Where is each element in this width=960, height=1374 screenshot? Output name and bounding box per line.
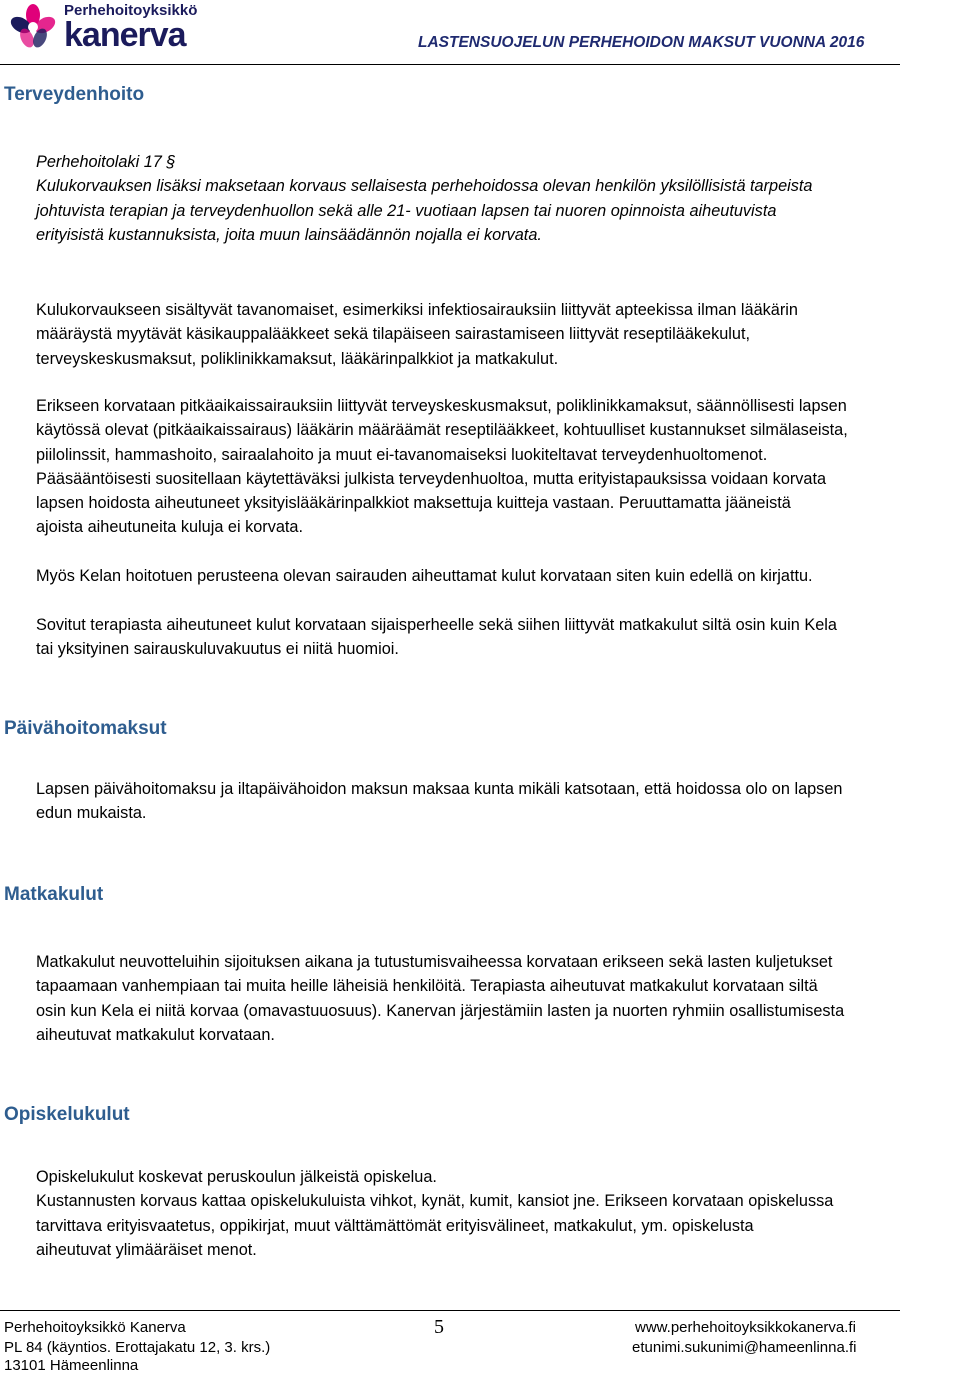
- footer-divider: [0, 1310, 900, 1311]
- page-number: 5: [434, 1316, 444, 1338]
- paragraph-kela: [36, 564, 956, 588]
- text-line: Myös Kelan hoitotuen perusteena olevan sairauden aiheuttamat kulut korvataan siten kuin edellä on kirjattu.: [36, 567, 813, 585]
- footer-org: Perhehoitoyksikkö Kanerva: [4, 1319, 186, 1336]
- footer-postal: 13101 Hämeenlinna: [4, 1357, 139, 1374]
- heading-opiskelukulut: Opiskelukulut: [4, 1104, 130, 1125]
- heading-paivahoitomaksut: Päivähoitomaksut: [4, 718, 167, 739]
- text-line: Erikseen korvataan pitkäaikaissairauksiin liittyvät terveyskeskusmaksut, poliklinikkamaksut, säännöllisesti lapsen: [36, 397, 847, 415]
- logo: [8, 2, 208, 54]
- logo-big-text: kanerva: [64, 16, 186, 54]
- text-line: Pääsääntöisesti suositellaan käytettäväksi julkista terveydenhuoltoa, mutta erityistapauksissa voidaan korvata: [36, 469, 827, 488]
- logo-flower-icon: [8, 3, 58, 49]
- text-line: Lapsen päivähoitomaksu ja iltapäivähoidon maksun maksaa kunta mikäli katsotaan, että hoidossa olo on lapsen: [36, 780, 843, 798]
- law-line: Kulukorvauksen lisäksi maksetaan korvaus sellaisesta perhehoidossa olevan henkilön yksilöllisistä tarpeista: [36, 177, 813, 196]
- text-line: piilolinssit, hammashoito, sairaalahoito ja muut ei-tavanomaiseksi luokiteltavat terveydenhuoltomenot.: [36, 445, 768, 464]
- logo-small-text: Perhehoitoyksikkö: [64, 2, 198, 19]
- law-paragraph: [36, 150, 956, 247]
- text-line: tarvittava erityisvaatetus, oppikirjat, muut välttämättömät erityisvälineet, matkakulut, ym. opiskelusta: [36, 1216, 754, 1235]
- law-line: erityisistä kustannuksista, joita muun lainsäädännön nojalla ei korvata.: [36, 225, 542, 244]
- paragraph-opiskelukulut: [36, 1165, 956, 1262]
- footer-website[interactable]: www.perhehoitoyksikkokanerva.fi: [635, 1319, 856, 1336]
- footer-email[interactable]: etunimi.sukunimi@hameenlinna.fi: [632, 1339, 857, 1356]
- paragraph-paivahoito: [36, 777, 956, 826]
- text-line: lapsen hoidosta aiheutuneet yksityislääkärinpalkkiot maksettuja kuitteja vastaan. Peruuttamatta jääneistä: [36, 494, 791, 513]
- text-line: Matkakulut neuvotteluihin sijoituksen aikana ja tutustumisvaiheessa korvataan erikseen sekä lasten kuljetukset: [36, 953, 833, 971]
- text-line: määräystä myytävät käsikauppalääkkeet sekä tilapäiseen sairastamiseen liittyvät reseptilääkekulut,: [36, 325, 751, 344]
- text-line: terveyskeskusmaksut, poliklinikkamaksut, lääkärinpalkkiot ja matkakulut.: [36, 349, 559, 368]
- law-line: johtuvista terapian ja terveydenhuollon sekä alle 21- vuotiaan lapsen tai nuoren opinnoista aiheutuvista: [36, 201, 777, 220]
- paragraph-erikseen: [36, 394, 956, 540]
- text-line: käytössä olevat (pitkäaikaissairaus) lääkärin määräämät reseptilääkkeet, kohtuulliset kustannukset silmälaseista,: [36, 421, 848, 440]
- paragraph-matkakulut: [36, 950, 956, 1047]
- heading-terveydenhoito: Terveydenhoito: [4, 84, 145, 105]
- law-title: Perhehoitolaki 17 §: [36, 153, 176, 171]
- text-line: tapaamaan vanhempiaan tai muita heille läheisiä henkilöitä. Terapiasta aiheutuvat matkakulut korvataan siltä: [36, 977, 818, 996]
- header-divider: [0, 64, 900, 65]
- text-line: tai yksityinen sairauskuluvakuutus ei niitä huomioi.: [36, 640, 399, 659]
- text-line: ajoista aiheutuneita kuluja ei korvata.: [36, 518, 304, 537]
- text-line: osin kun Kela ei niitä korvaa (omavastuuosuus). Kanervan järjestämiin lasten ja nuorten ryhmiin osallistumisesta: [36, 1001, 845, 1020]
- heading-matkakulut: Matkakulut: [4, 884, 104, 905]
- text-line: Opiskelukulut koskevat peruskoulun jälkeistä opiskelua.: [36, 1168, 437, 1186]
- text-line: Kustannusten korvaus kattaa opiskelukuluista vihkot, kynät, kumit, kansiot jne. Erikseen korvataan opiskelussa: [36, 1192, 834, 1211]
- text-line: edun mukaista.: [36, 804, 147, 823]
- text-line: Sovitut terapiasta aiheutuneet kulut korvataan sijaisperheelle sekä siihen liittyvät matkakulut siltä osin kuin Kela: [36, 616, 837, 634]
- text-line: Kulukorvaukseen sisältyvät tavanomaiset, esimerkiksi infektiosairauksiin liittyvät apteekissa ilman lääkärin: [36, 301, 798, 319]
- page-header-title: LASTENSUOJELUN PERHEHOIDON MAKSUT VUONNA 2016: [418, 34, 865, 51]
- paragraph-terapia: [36, 613, 956, 662]
- text-line: aiheutuvat matkakulut korvataan.: [36, 1025, 275, 1044]
- text-line: aiheutuvat ylimääräiset menot.: [36, 1240, 257, 1259]
- footer-address: PL 84 (käyntios. Erottajakatu 12, 3. krs.): [4, 1339, 271, 1356]
- paragraph-kulukorvaus: [36, 298, 956, 371]
